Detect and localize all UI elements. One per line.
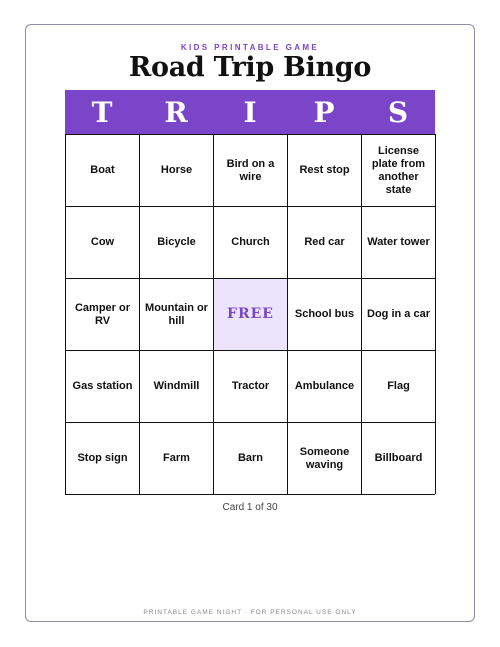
bingo-cell[interactable]: Cow	[66, 206, 140, 278]
free-space-cell: FREE	[214, 278, 288, 350]
bingo-cell[interactable]: School bus	[288, 278, 362, 350]
page-title: Road Trip Bingo	[128, 52, 372, 83]
bingo-header-row	[65, 90, 435, 134]
header-letter-t: T	[91, 95, 113, 129]
bingo-cell[interactable]: Church	[214, 206, 288, 278]
bingo-cell[interactable]: Flag	[362, 350, 436, 422]
bingo-cell[interactable]: Bicycle	[140, 206, 214, 278]
eyebrow-label: KIDS PRINTABLE GAME	[180, 43, 320, 52]
header-letter-i: I	[243, 95, 257, 129]
header-letter-r: R	[164, 95, 188, 129]
bingo-cell[interactable]: License plate from another state	[362, 134, 436, 206]
bingo-cell[interactable]: Gas station	[66, 350, 140, 422]
bingo-cell[interactable]: Mountain or hill	[140, 278, 214, 350]
bingo-cell[interactable]: Dog in a car	[362, 278, 436, 350]
bingo-cell[interactable]: Horse	[140, 134, 214, 206]
bingo-cell[interactable]: Tractor	[214, 350, 288, 422]
bingo-board	[65, 90, 435, 495]
bingo-cell[interactable]: Billboard	[362, 422, 436, 494]
bingo-cell[interactable]: Bird on a wire	[214, 134, 288, 206]
bingo-cell[interactable]: Ambulance	[288, 350, 362, 422]
header-letter-p: P	[313, 95, 335, 129]
header-letter-s: S	[387, 95, 409, 129]
bingo-grid	[65, 134, 435, 495]
bingo-cell[interactable]: Red car	[288, 206, 362, 278]
bingo-cell[interactable]: Stop sign	[66, 422, 140, 494]
bingo-cell[interactable]: Windmill	[140, 350, 214, 422]
bingo-cell[interactable]: Rest stop	[288, 134, 362, 206]
bingo-cell[interactable]: Farm	[140, 422, 214, 494]
bingo-cell[interactable]: Water tower	[362, 206, 436, 278]
bingo-cell[interactable]: Barn	[214, 422, 288, 494]
footer-note: PRINTABLE GAME NIGHT · FOR PERSONAL USE ONLY	[143, 609, 357, 616]
bingo-cell[interactable]: Boat	[66, 134, 140, 206]
card-number-label: Card 1 of 30	[222, 502, 278, 513]
bingo-cell[interactable]: Camper or RV	[66, 278, 140, 350]
bingo-cell[interactable]: Someone waving	[288, 422, 362, 494]
